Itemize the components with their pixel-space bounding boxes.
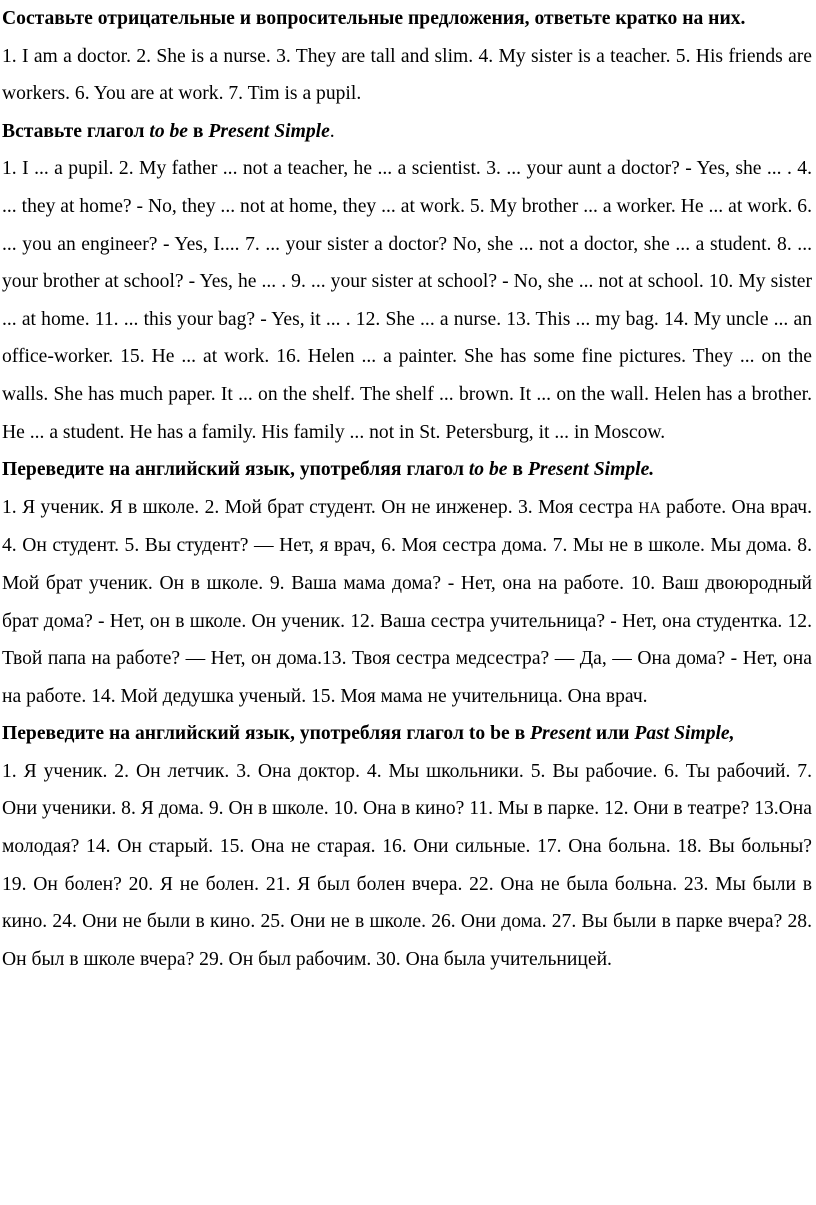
task4-heading-present: Present [530,723,591,745]
task4-heading-text: Переведите на английский язык, употребляя глагол to be в [2,723,531,745]
task2-heading-verb: to be [149,120,189,142]
task3-body [2,489,812,716]
task2-heading-tense: Present Simple [208,120,330,142]
task4-heading-past: Past Simple, [634,723,735,745]
task3-body-part-b: работе. Она врач. 4. Он студент. 5. Вы студент? — Нет, я врач, 6. Моя сестра дома. 7. Мы не в школе. Мы дома. 8. Мой брат ученик. Он в школе. 9. Ваша мама дома? - Нет, она на работе. 10. Ваш двоюродный брат дома? - Нет, он в школе. Он ученик. 12. Ваша сестра учительница? - Нет, она студентка. 12. Твой папа на работе? — Нет, он дома.13. Твоя сестра медсестра? — Да, — Она дома? - Нет, она на работе. 14. Мой дедушка ученый. 15. Моя мама не учительница. Она врач. [2,496,812,707]
task3-heading-tense: Present Simple. [527,459,655,481]
task2-heading-period: . [329,120,335,142]
task3-heading [2,451,812,489]
task3-heading-text: Переведите на английский язык, употребляя глагол [2,459,469,481]
task2-heading-mid: в [188,120,209,142]
task1-body: 1. I am a doctor. 2. She is a nurse. 3. They are tall and slim. 4. My sister is a teacher. 5. His friends are workers. 6. You are at work. 7. Tim is a pupil. [2,45,812,105]
task3-body-on: НА [638,499,661,517]
document-page [2,0,812,978]
task1-heading: Составьте отрицательные и вопросительные предложения, ответьте кратко на них. [2,8,746,29]
task2-heading [2,113,812,151]
task4-heading [2,715,812,753]
task4-body: 1. Я ученик. 2. Он летчик. 3. Она доктор. 4. Мы школьники. 5. Вы рабочие. 6. Ты рабочий. 7. Они ученики. 8. Я дома. 9. Он в школе. 10. Она в кино? 11. Мы в парке. 12. Они в театре? 13.Она молодая? 14. Он старый. 15. Она не старая. 16. Они сильные. 17. Она больна. 18. Вы больны? 19. Он болен? 20. Я не болен. 21. Я был болен вчера. 22. Она не была больна. 23. Мы были в кино. 24. Они не были в кино. 25. Они не в школе. 26. Они дома. 27. Вы были в парке вчера? 28. Он был в школе вчера? 29. Он был рабочим. 30. Она была учительницей. [2,760,812,970]
task3-body-part-a: 1. Я ученик. Я в школе. 2. Мой брат студент. Он не инженер. 3. Моя сестра [2,496,639,518]
task3-heading-mid: в [507,459,528,481]
task4-heading-or: или [591,723,635,745]
task2-body: 1. I ... a pupil. 2. My father ... not a teacher, he ... a scientist. 3. ... your aunt a doctor? - Yes, she ... . 4. ... they at home? - No, they ... not at home, they ... at work. 5. My brother ... a worker. He ... at work. 6. ... you an engineer? - Yes, I.... 7. ... your sister a doctor? No, she ... not a doctor, she ... a student. 8. ... your brother at school? - Yes, he ... . 9. ... your sister at school? - No, she ... not at school. 10. My sister ... at home. 11. ... this your bag? - Yes, it ... . 12. She ... a nurse. 13. This ... my bag. 14. My uncle ... an office-worker. 15. He ... at work. 16. Helen ... a painter. She has some fine pictures. They ... on the walls. She has much paper. It ... on the shelf. The shelf ... brown. It ... on the wall. Helen has a brother. He ... a student. He has a family. His family ... not in St. Petersburg, it ... in Moscow. [2,158,812,443]
task3-heading-verb: to be [468,459,508,481]
task2-heading-text: Вставьте глагол [2,120,150,142]
